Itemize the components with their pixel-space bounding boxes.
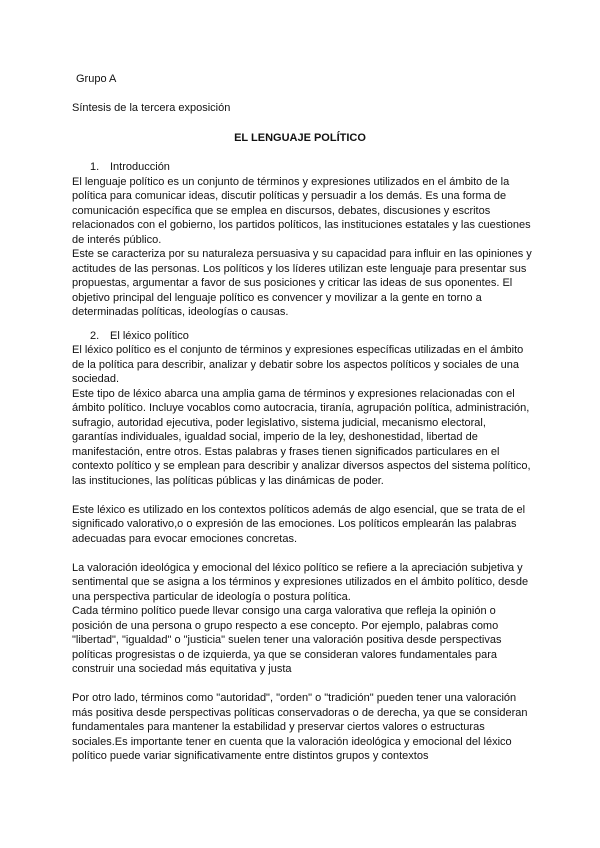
group-label: Grupo A: [76, 73, 117, 85]
document-subtitle: Síntesis de la tercera exposición: [72, 102, 231, 114]
section-number: 1.: [90, 161, 100, 173]
section-title: Introducción: [110, 161, 170, 173]
document-title: EL LENGUAJE POLÍTICO: [234, 132, 366, 144]
paragraph: Este léxico es utilizado en los contextos políticos además de algo esencial, que se trata de el significado valorativo,o o expresión de las emociones. Los políticos emplearán las palabras adecuadas para evocar emociones concretas.: [72, 503, 526, 545]
section-title: El léxico político: [110, 329, 189, 342]
section-heading-introduccion: [72, 160, 532, 175]
paragraph: El léxico político es el conjunto de términos y expresiones específicas utilizadas en el ámbito de la política para describir, analizar y debatir sobre los aspectos políticos y sociales de una sociedad.: [72, 344, 524, 385]
section-heading-lexico-politico: [72, 329, 532, 344]
paragraph: Cada término político puede llevar consigo una carga valorativa que refleja la opinión o posición de una persona o grupo respecto a ese concepto. Por ejemplo, palabras como "libertad", "igualdad" o "justicia" suelen tener una valoración positiva desde perspectivas políticas progresistas o de izquierda, ya que se consideran valores fundamentales para construir una sociedad más equitativa y justa: [72, 605, 502, 675]
paragraph: Por otro lado, términos como "autoridad", "orden" o "tradición" pueden tener una valoración más positiva desde perspectivas políticas conservadoras o de derecha, ya que se consideran fundamentales para mantener la estabilidad y preservar ciertos valores o estructuras sociales.Es importante tener en cuenta que la valoración ideológica y emocional del léxico político puede variar significativamente entre distintos grupos y contextos: [72, 692, 528, 762]
paragraph: El lenguaje político es un conjunto de términos y expresiones utilizados en el ámbito de la política para comunicar ideas, discutir políticas y persuadir a los demás. Es una forma de comunicación específica que se emplea en discursos, debates, discusiones y escritos relacionados con el gobierno, los partidos políticos, las instituciones estatales y las cuestiones de interés público.: [72, 175, 531, 246]
document-body: [72, 160, 532, 764]
paragraph: Este se caracteriza por su naturaleza persuasiva y su capacidad para influir en las opiniones y actitudes de las personas. Los políticos y los líderes utilizan este lenguaje para presentar sus propuestas, argumentar a favor de sus posiciones y criticar las ideas de sus oponentes. El objetivo principal del lenguaje político es convencer y movilizar a la gente en torno a determinadas políticas, ideologías o causas.: [72, 248, 532, 318]
section-number: 2.: [90, 329, 100, 342]
paragraph: Este tipo de léxico abarca una amplia gama de términos y expresiones relacionadas con el ámbito político. Incluye vocablos como autocracia, tiranía, agrupación política, administración, sufragio, autoridad ejecutiva, poder legislativo, sistema judicial, mecanismo electoral, garantías individuales, igualdad social, imperio de la ley, deshonestidad, libertad de manifestación, entre otros. Estas palabras y frases tienen significados particulares en el contexto político y se emplean para describir y analizar diversos aspectos del sistema político, las instituciones, las políticas públicas y las dinámicas de poder.: [72, 387, 531, 487]
paragraph: La valoración ideológica y emocional del léxico político se refiere a la apreciación subjetiva y sentimental que se asigna a los términos y expresiones utilizados en el ámbito político, desde una perspectiva particular de ideología o postura política.: [72, 561, 529, 603]
